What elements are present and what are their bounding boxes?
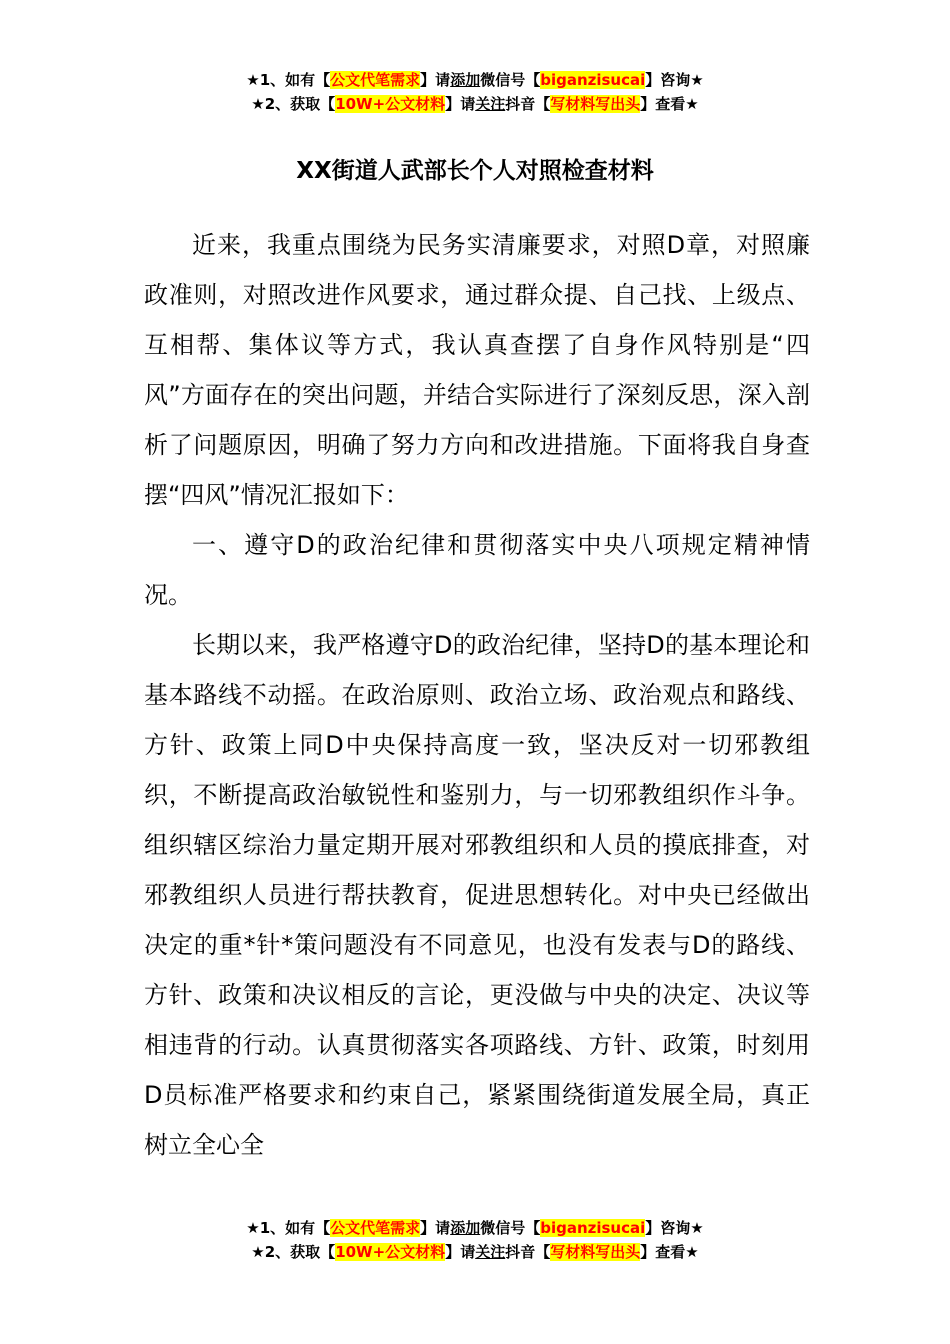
promo-text: 】请 bbox=[420, 1219, 451, 1237]
promo-text: 】查看★ bbox=[640, 1243, 699, 1261]
promo-text: 抖音【 bbox=[505, 95, 551, 113]
promo-banner-top bbox=[0, 68, 950, 116]
document-title: XX街道人武部长个人对照检查材料 bbox=[296, 158, 654, 184]
promo-highlight-materials: 10W+公文材料 bbox=[335, 1243, 446, 1261]
promo-underline-follow: 关注 bbox=[475, 1243, 506, 1261]
promo-highlight-materials: 10W+公文材料 bbox=[335, 95, 446, 113]
promo-banner-bottom bbox=[0, 1216, 950, 1264]
promo-text: 抖音【 bbox=[505, 1243, 551, 1261]
promo-text: 微信号【 bbox=[480, 71, 541, 89]
promo-line-1 bbox=[0, 1216, 950, 1240]
promo-line-2 bbox=[0, 1240, 950, 1264]
promo-highlight-douyin: 写材料写出头 bbox=[550, 95, 641, 113]
document-body bbox=[144, 220, 810, 1170]
promo-text: 】请 bbox=[445, 95, 476, 113]
promo-text: ★1、如有【 bbox=[246, 71, 331, 89]
promo-underline-add: 添加 bbox=[450, 1219, 481, 1237]
promo-highlight-service: 公文代笔需求 bbox=[330, 1219, 421, 1237]
promo-text: 】请 bbox=[445, 1243, 476, 1261]
promo-text: ★1、如有【 bbox=[246, 1219, 331, 1237]
promo-text: 】请 bbox=[420, 71, 451, 89]
promo-highlight-wechat-id: biganzisucai bbox=[540, 71, 646, 89]
promo-text: 微信号【 bbox=[480, 1219, 541, 1237]
promo-text: ★2、获取【 bbox=[251, 95, 336, 113]
paragraph-section-heading: 一、遵守D的政治纪律和贯彻落实中央八项规定精神情况。 bbox=[144, 531, 810, 609]
promo-text: ★2、获取【 bbox=[251, 1243, 336, 1261]
promo-text: 】咨询★ bbox=[645, 1219, 704, 1237]
promo-text: 】咨询★ bbox=[645, 71, 704, 89]
promo-highlight-douyin: 写材料写出头 bbox=[550, 1243, 641, 1261]
promo-highlight-service: 公文代笔需求 bbox=[330, 71, 421, 89]
paragraph-intro: 近来，我重点围绕为民务实清廉要求，对照D章，对照廉政准则，对照改进作风要求，通过群众提、自己找、上级点、互相帮、集体议等方式，我认真查摆了自身作风特别是“四风”方面存在的突出问题，并结合实际进行了深刻反思，深入剖析了问题原因，明确了努力方向和改进措施。下面将我自身查摆“四风”情况汇报如下： bbox=[144, 231, 810, 509]
promo-line-2 bbox=[0, 92, 950, 116]
promo-line-1 bbox=[0, 68, 950, 92]
promo-highlight-wechat-id: biganzisucai bbox=[540, 1219, 646, 1237]
promo-text: 】查看★ bbox=[640, 95, 699, 113]
promo-underline-add: 添加 bbox=[450, 71, 481, 89]
promo-underline-follow: 关注 bbox=[475, 95, 506, 113]
paragraph-discipline: 长期以来，我严格遵守D的政治纪律，坚持D的基本理论和基本路线不动摇。在政治原则、政治立场、政治观点和路线、方针、政策上同D中央保持高度一致，坚决反对一切邪教组织，不断提高政治敏锐性和鉴别力，与一切邪教组织作斗争。组织辖区综治力量定期开展对邪教组织和人员的摸底排查，对邪教组织人员进行帮扶教育，促进思想转化。对中央已经做出决定的重*针*策问题没有不同意见，也没有发表与D的路线、方针、政策和决议相反的言论，更没做与中央的决定、决议等相违背的行动。认真贯彻落实各项路线、方针、政策，时刻用D员标准严格要求和约束自己，紧紧围绕街道发展全局，真正树立全心全 bbox=[144, 631, 810, 1159]
